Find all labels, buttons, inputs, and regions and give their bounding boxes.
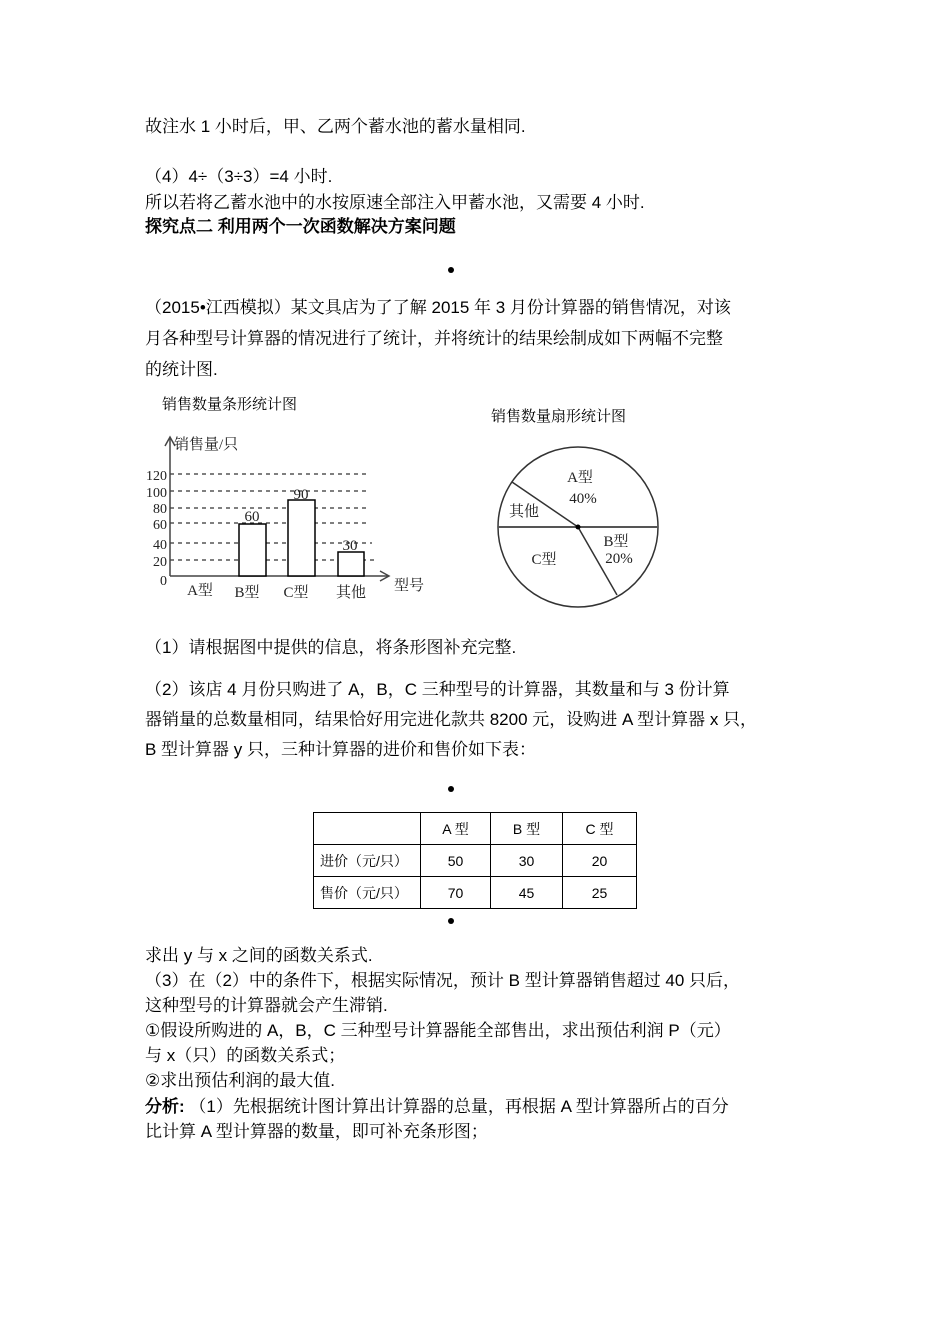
problem-text: 月各种型号计算器的情况进行了统计，并将统计的结果绘制成如下两幅不完整	[145, 329, 723, 348]
svg-text:20: 20	[153, 555, 167, 570]
question-3: （3）在（2）中的条件下，根据实际情况，预计 B 型计算器销售超过 40 只后，	[145, 971, 741, 990]
svg-text:100: 100	[146, 486, 167, 501]
pie-chart-title: 销售数量扇形统计图	[491, 408, 627, 425]
table-cell: 50	[421, 845, 491, 877]
table-header-row	[314, 813, 637, 845]
price-table	[313, 812, 637, 909]
table-row	[314, 877, 637, 909]
table-header: B 型	[491, 813, 563, 845]
slice-label-c: C型	[531, 552, 557, 568]
text-line: 故注水 1 小时后，甲、乙两个蓄水池的蓄水量相同.	[145, 117, 526, 136]
table-cell: 70	[421, 877, 491, 909]
slice-label-b: B型	[603, 534, 629, 550]
problem-text: （2015•江西模拟）某文具店为了了解 2015 年 3 月份计算器的销售情况，对该	[145, 298, 731, 317]
svg-text:120: 120	[146, 469, 167, 484]
table-cell: 45	[491, 877, 563, 909]
row-label: 进价（元/只）	[314, 845, 421, 877]
svg-text:60: 60	[153, 518, 167, 533]
analysis-line: 比计算 A 型计算器的数量，即可补充条形图；	[145, 1122, 488, 1141]
bullet-dot	[448, 786, 454, 792]
question-2: （2）该店 4 月份只购进了 A，B，C 三种型号的计算器，其数量和与 3 份计算	[145, 680, 730, 699]
problem-text: 的统计图.	[145, 360, 218, 379]
question-2: 求出 y 与 x 之间的函数关系式.	[145, 946, 373, 965]
bar-other	[338, 552, 364, 576]
svg-text:40: 40	[153, 538, 167, 553]
question-1: （1）请根据图中提供的信息，将条形图补充完整.	[145, 638, 517, 657]
question-2: 器销量的总数量相同，结果恰好用完进化款共 8200 元，设购进 A 型计算器 x 只，	[145, 710, 758, 729]
x-axis-label: 型号	[394, 578, 425, 594]
y-tick-labels	[146, 469, 167, 589]
pie-chart	[490, 440, 670, 615]
question-3: ①假设所购进的 A，B，C 三种型号计算器能全部售出，求出预估利润 P（元）	[145, 1021, 731, 1040]
pie-center-dot	[576, 525, 581, 530]
svg-text:30: 30	[342, 538, 358, 554]
svg-text:80: 80	[153, 502, 167, 517]
bar-chart	[130, 425, 440, 610]
question-2: B 型计算器 y 只，三种计算器的进价和售价如下表：	[145, 740, 537, 759]
analysis-label: 分析:	[145, 1097, 185, 1116]
question-3: 这种型号的计算器就会产生滞销.	[145, 996, 388, 1015]
slice-percent-a: 40%	[569, 491, 597, 507]
table-cell: 30	[491, 845, 563, 877]
slice-label-other: 其他	[508, 504, 540, 520]
analysis-text: （1）先根据统计图计算出计算器的总量，再根据 A 型计算器所占的百分	[189, 1097, 729, 1116]
section-heading: 探究点二 利用两个一次函数解决方案问题	[145, 217, 456, 236]
svg-text:60: 60	[244, 509, 260, 525]
table-cell: 20	[563, 845, 637, 877]
category-labels	[187, 581, 366, 601]
svg-text:B型: B型	[234, 585, 260, 601]
analysis-line	[145, 1096, 729, 1118]
text-line: （4）4÷（3÷3）=4 小时.	[145, 167, 333, 186]
table-cell: 25	[563, 877, 637, 909]
table-header: C 型	[563, 813, 637, 845]
table-cell	[314, 813, 421, 845]
svg-text:90: 90	[293, 487, 309, 503]
bar-b	[239, 524, 266, 576]
bar-chart-title: 销售数量条形统计图	[162, 396, 298, 413]
svg-text:其他: 其他	[335, 585, 367, 601]
bullet-dot	[448, 267, 454, 273]
table-row	[314, 845, 637, 877]
bullet-dot	[448, 918, 454, 924]
svg-text:0: 0	[160, 574, 167, 589]
slice-percent-b: 20%	[605, 551, 633, 567]
y-axis-label: 销售量/只	[174, 437, 239, 453]
svg-text:A型: A型	[187, 583, 213, 599]
text-line: 所以若将乙蓄水池中的水按原速全部注入甲蓄水池，又需要 4 小时.	[145, 193, 645, 212]
slice-label-a: A型	[567, 470, 593, 486]
question-3: 与 x（只）的函数关系式；	[145, 1046, 346, 1065]
svg-text:C型: C型	[283, 585, 309, 601]
bar-c	[288, 500, 315, 576]
question-3: ②求出预估利润的最大值.	[145, 1071, 335, 1090]
row-label: 售价（元/只）	[314, 877, 421, 909]
table-header: A 型	[421, 813, 491, 845]
